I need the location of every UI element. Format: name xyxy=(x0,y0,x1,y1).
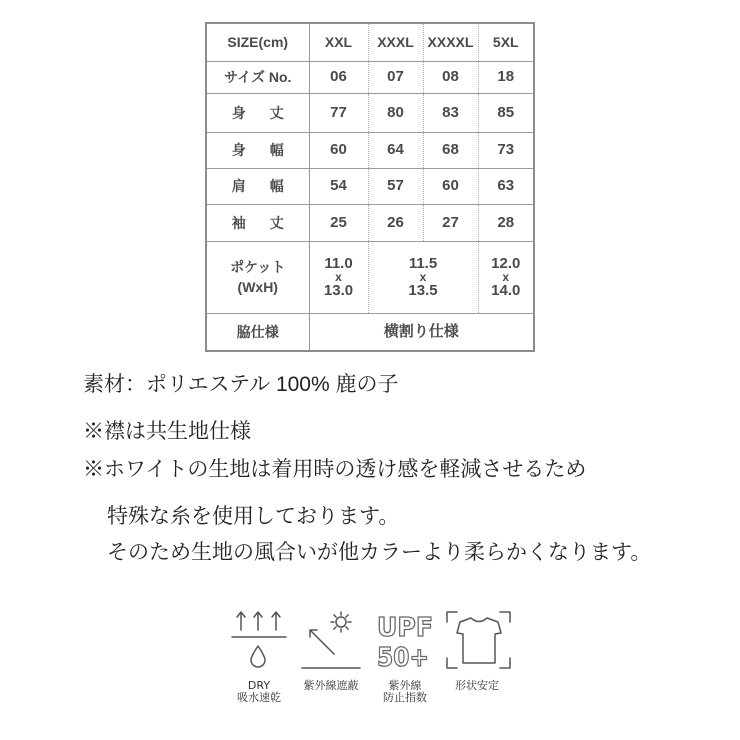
pocket-cell-5xl xyxy=(478,241,534,313)
table-cell: 63 xyxy=(478,168,534,204)
size-header-5xl: 5XL xyxy=(478,23,534,61)
dry-sublabel: 吸水速乾 xyxy=(237,691,281,704)
table-cell: 07 xyxy=(368,61,423,93)
table-cell: 27 xyxy=(423,204,478,241)
row-label xyxy=(206,168,309,204)
table-cell: 80 xyxy=(368,93,423,132)
material-note: 素材：ポリエステル 100% 鹿の子 xyxy=(83,373,399,396)
collar-note: ※襟は共生地仕様 xyxy=(83,420,251,443)
side-seam-value: 横割り仕様 xyxy=(383,322,459,340)
table-cell: 60 xyxy=(423,168,478,204)
upf-label: 紫外線 xyxy=(388,679,422,692)
side-seam-value-cell xyxy=(309,313,534,351)
table-cell: 26 xyxy=(368,204,423,241)
row-label-text: 身 丈 xyxy=(231,104,289,121)
pocket-cell-xxl xyxy=(309,241,368,313)
tshirt-shape-icon xyxy=(442,606,512,672)
upf-sublabel: 防止指数 xyxy=(383,691,427,704)
pocket-cell-xxxl-xxxxl xyxy=(368,241,478,313)
dry-label: DRY xyxy=(247,679,271,692)
pocket-width: 11.0 xyxy=(324,255,353,272)
pocket-separator: x xyxy=(502,270,510,284)
table-cell: 77 xyxy=(309,93,368,132)
pocket-width: 12.0 xyxy=(491,255,521,272)
white-fabric-note-line2: 特殊な糸を使用しております。 xyxy=(107,505,400,528)
table-row-body-width xyxy=(206,132,534,168)
row-label xyxy=(206,93,309,132)
table-cell: 08 xyxy=(423,61,478,93)
table-cell: 73 xyxy=(478,132,534,168)
pocket-label: ポケット xyxy=(230,259,286,275)
table-row-side-seam xyxy=(206,313,534,351)
row-label xyxy=(206,313,309,351)
table-row-size-no xyxy=(206,61,534,93)
table-row-sleeve-length xyxy=(206,204,534,241)
pocket-height: 14.0 xyxy=(491,282,521,299)
white-fabric-note-line1: ※ホワイトの生地は着用時の透け感を軽減させるため xyxy=(83,458,587,481)
upf-50-icon xyxy=(372,606,438,672)
size-header-xxl: XXL xyxy=(309,23,368,61)
pocket-separator: x xyxy=(419,270,427,284)
shape-stable-feature xyxy=(442,606,512,706)
row-label-text: 肩 幅 xyxy=(231,178,289,194)
pocket-separator: x xyxy=(335,270,342,284)
shape-stable-label: 形状安定 xyxy=(455,679,499,692)
row-label xyxy=(206,241,309,313)
size-header-row xyxy=(206,23,534,61)
table-cell: 28 xyxy=(478,204,534,241)
pocket-height: 13.0 xyxy=(323,282,354,299)
upf-feature xyxy=(372,606,438,706)
table-cell: 60 xyxy=(309,132,368,168)
white-fabric-note-line3: そのため生地の風合いが他カラーより柔らかくなります。 xyxy=(107,541,652,564)
table-cell: 64 xyxy=(368,132,423,168)
table-cell: 85 xyxy=(478,93,534,132)
row-label-text: 袖 丈 xyxy=(231,214,289,231)
size-header-xxxxl: XXXXL xyxy=(423,23,478,61)
size-header-label: SIZE(cm) xyxy=(206,23,309,61)
table-row-body-length xyxy=(206,93,534,132)
uv-block-label: 紫外線遮蔽 xyxy=(303,679,359,692)
size-chart-table xyxy=(205,22,535,352)
pocket-width: 11.5 xyxy=(408,255,438,272)
table-cell: 18 xyxy=(478,61,534,93)
table-row-shoulder-width xyxy=(206,168,534,204)
pocket-height: 13.5 xyxy=(408,282,438,299)
upf-value-text: 50+ xyxy=(377,643,429,673)
table-cell: 57 xyxy=(368,168,423,204)
dry-feature xyxy=(228,606,290,706)
row-label-text: 身 幅 xyxy=(231,142,289,158)
row-label xyxy=(206,204,309,241)
upf-text: UPF xyxy=(377,613,433,643)
row-label-text: サイズ No. xyxy=(224,69,292,85)
uv-reflect-icon xyxy=(298,606,364,672)
table-cell: 06 xyxy=(309,61,368,93)
size-header-xxxl: XXXL xyxy=(368,23,423,61)
side-seam-label: 脇仕様 xyxy=(236,323,279,340)
uv-block-feature xyxy=(298,606,364,706)
table-cell: 54 xyxy=(309,168,368,204)
table-cell: 68 xyxy=(423,132,478,168)
row-label xyxy=(206,132,309,168)
table-row-pocket xyxy=(206,241,534,313)
table-cell: 25 xyxy=(309,204,368,241)
row-label xyxy=(206,61,309,93)
pocket-sublabel: (WxH) xyxy=(237,279,278,295)
dry-quick-absorb-icon xyxy=(228,606,290,672)
table-cell: 83 xyxy=(423,93,478,132)
